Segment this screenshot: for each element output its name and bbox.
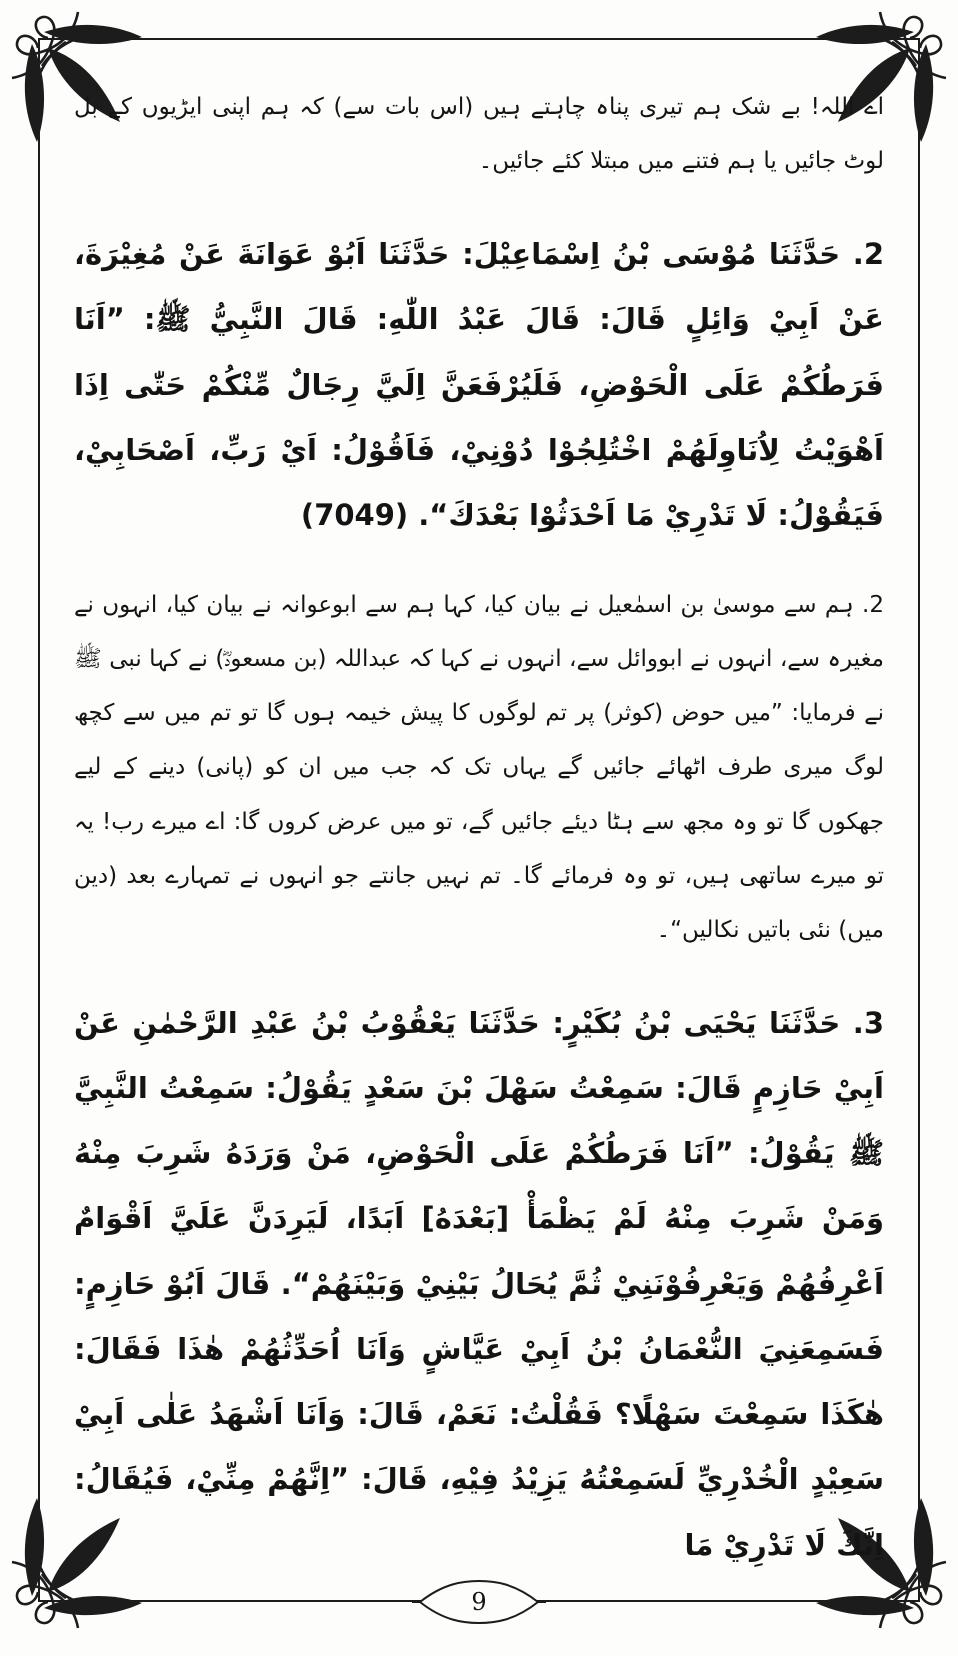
hadith-2-arabic: 2. حَدَّثَنَا مُوْسَى بْنُ اِسْمَاعِيْلَ: حَدَّثَنَا اَبُوْ عَوَانَةَ عَنْ مُغِيْرَةَ، عَنْ اَبِيْ وَائِلٍ قَالَ: قَالَ عَبْدُ اللّٰهِ: قَالَ النَّبِيُّ ﷺ: ”اَنَا فَرَطُكُمْ عَلَى الْحَوْضِ، فَلَيُرْفَعَنَّ اِلَيَّ رِجَالٌ مِّنْكُمْ حَتّٰى اِذَا اَهْوَيْتُ لِاُنَاوِلَهُمْ اخْتُلِجُوْا دُوْنِيْ، فَاَقُوْلُ: اَيْ رَبِّ، اَصْحَابِيْ، فَيَقُوْلُ: لَا تَدْرِيْ مَا اَحْدَثُوْا بَعْدَكَ“. (7049): [74, 237, 884, 533]
hadith-3-arabic: 3. حَدَّثَنَا يَحْيَى بْنُ بُكَيْرٍ: حَدَّثَنَا يَعْقُوْبُ بْنُ عَبْدِ الرَّحْمٰنِ عَنْ اَبِيْ حَازِمٍ قَالَ: سَمِعْتُ سَهْلَ بْنَ سَعْدٍ يَقُوْلُ: سَمِعْتُ النَّبِيَّ ﷺ يَقُوْلُ: ”اَنَا فَرَطُكُمْ عَلَى الْحَوْضِ، مَنْ وَرَدَهُ شَرِبَ مِنْهُ وَمَنْ شَرِبَ مِنْهُ لَمْ يَظْمَأْ [بَعْدَهُ] اَبَدًا، لَيَرِدَنَّ عَلَيَّ اَقْوَامٌ اَعْرِفُهُمْ وَيَعْرِفُوْنَنِيْ ثُمَّ يُحَالُ بَيْنِيْ وَبَيْنَهُمْ“. قَالَ اَبُوْ حَازِمٍ: فَسَمِعَنِيَ النُّعْمَانُ بْنُ اَبِيْ عَيَّاشٍ وَاَنَا اُحَدِّثُهُمْ هٰذَا فَقَالَ: هٰكَذَا سَمِعْتَ سَهْلًا؟ فَقُلْتُ: نَعَمْ، قَالَ: وَاَنَا اَشْهَدُ عَلٰى اَبِيْ سَعِيْدٍ الْخُدْرِيِّ لَسَمِعْتُهُ يَزِيْدُ فِيْهِ، قَالَ: ”اِنَّهُمْ مِنِّيْ، فَيُقَالُ: اِنَّكَ لَا تَدْرِيْ مَا: [74, 1005, 884, 1562]
page-number: 9: [471, 1588, 487, 1616]
page-content: [74, 80, 884, 1608]
dua-urdu-text: اے اللہ! بے شک ہم تیری پناہ چاہتے ہیں (اس بات سے) کہ ہم اپنی ایڑیوں کے بل لوٹ جائیں یا ہم فتنے میں مبتلا کئے جائیں۔: [74, 94, 884, 175]
page-number-cartouche: [412, 1579, 546, 1625]
hadith-2-urdu-translation: 2. ہم سے موسیٰ بن اسمٰعیل نے بیان کیا، کہا ہم سے ابوعوانہ نے بیان کیا، انہوں نے مغیرہ سے، انہوں نے ابووائل سے، انہوں نے کہا کہ عبداللہ (بن مسعودؓ) نے کہا نبی ﷺ نے فرمایا: ”میں حوض (کوثر) پر تم لوگوں کا پیش خیمہ ہوں گا تو تم میں سے کچھ لوگ میری طرف اٹھائے جائیں گے یہاں تک کہ جب میں ان کو (پانی) دینے کے لیے جھکوں گا تو وہ مجھ سے ہٹا دیئے جائیں گے، تو میں عرض کروں گا: اے میرے رب! یہ تو میرے ساتھی ہیں، تو وہ فرمائے گا۔ تم نہیں جانتے جو انہوں نے تمہارے بعد (دین میں) نئی باتیں نکالیں“۔: [74, 592, 884, 943]
